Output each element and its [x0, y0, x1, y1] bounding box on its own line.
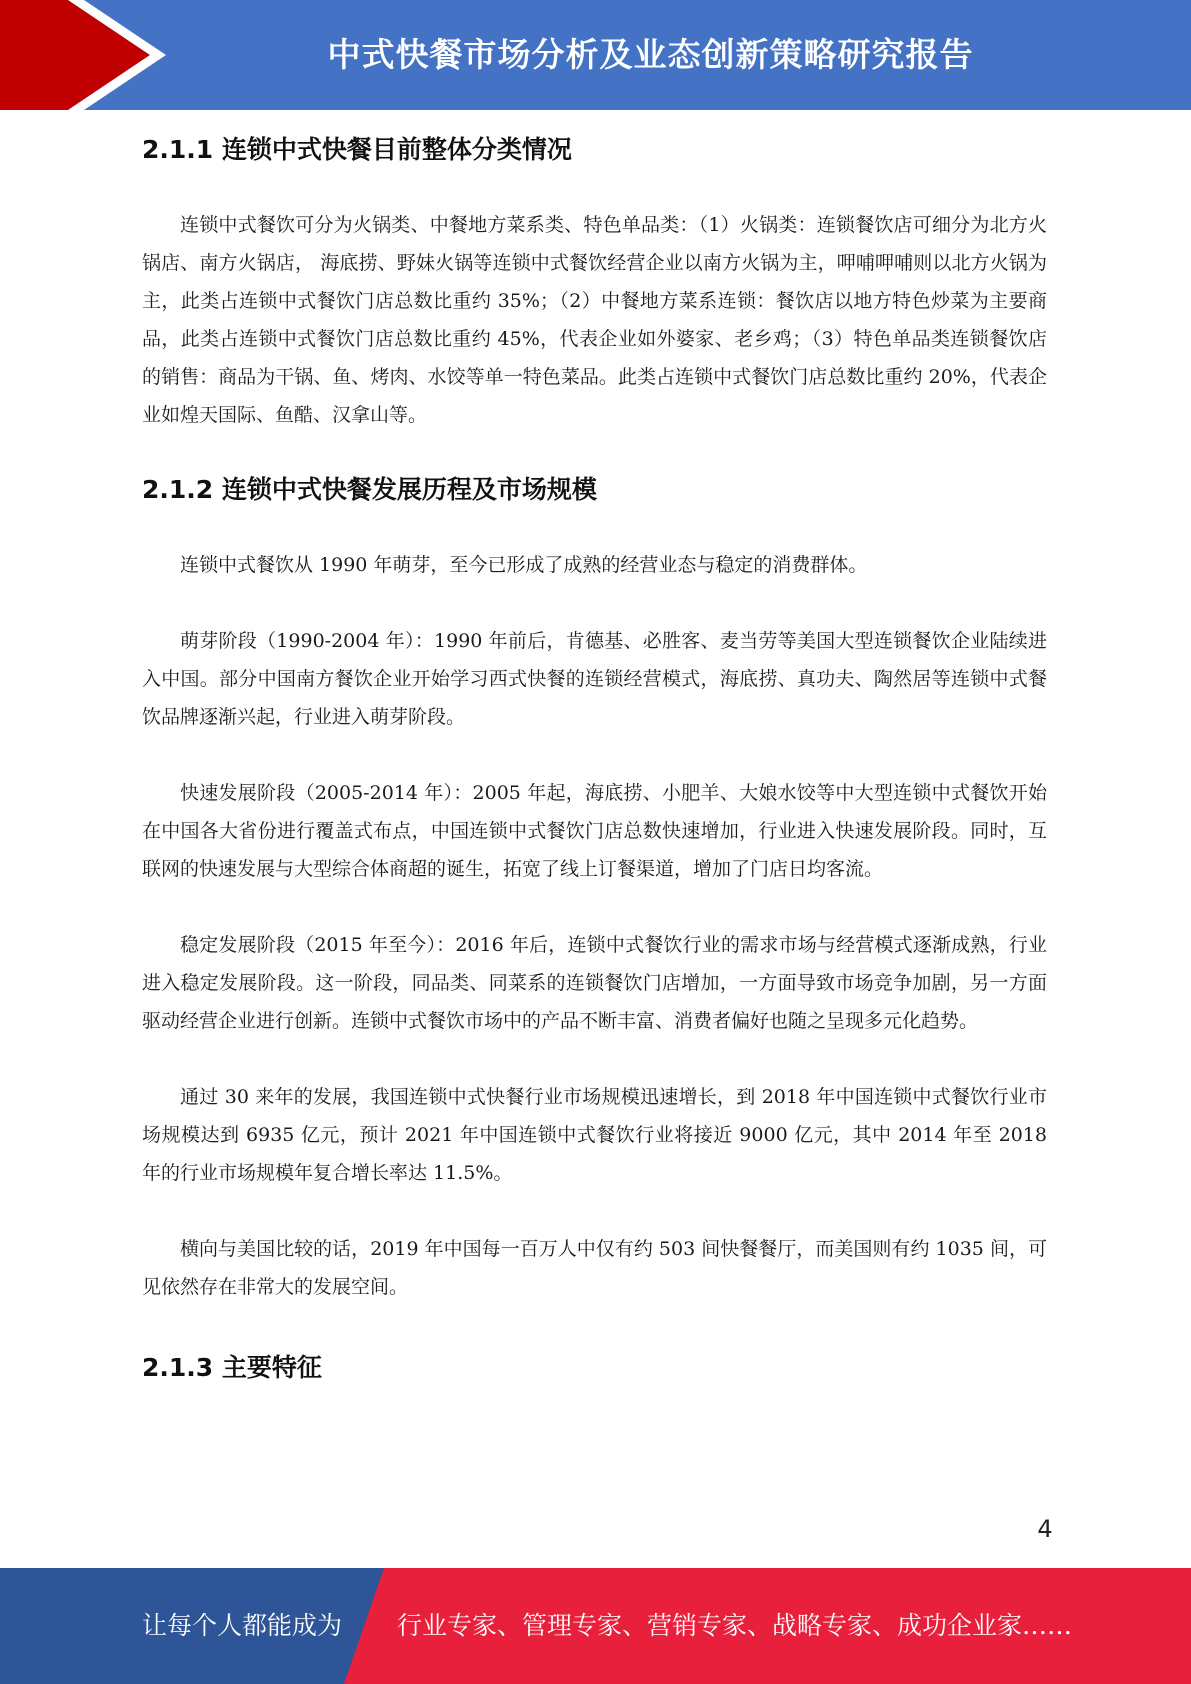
- page-footer-band: [0, 1568, 1191, 1684]
- body-paragraph: 连锁中式餐饮从 1990 年萌芽，至今已形成了成熟的经营业态与稳定的消费群体。: [180, 554, 868, 576]
- section-heading: 2.1.1 连锁中式快餐目前整体分类情况: [142, 135, 572, 164]
- footer-slogan-left: 让每个人都能成为: [142, 1611, 343, 1640]
- body-paragraph: 快速发展阶段（2005-2014 年）：2005 年起，海底捞、小肥羊、大娘水饺等中大型连锁中式餐饮开始在中国各大省份进行覆盖式布点，中国连锁中式餐饮门店总数快速增加，行业进入快速发展阶段。同时，互联网的快速发展与大型综合体商超的诞生，拓宽了线上订餐渠道，增加了门店日均客流。: [142, 782, 1047, 880]
- body-paragraph: 连锁中式餐饮可分为火锅类、中餐地方菜系类、特色单品类：（1）火锅类：连锁餐饮店可细分为北方火锅店、南方火锅店， 海底捞、野妹火锅等连锁中式餐饮经营企业以南方火锅为主，呷哺呷哺则以北方火锅为主，此类占连锁中式餐饮门店总数比重约 35%；（2）中餐地方菜系连锁：餐饮店以地方特色炒菜为主要商品，此类占连锁中式餐饮门店总数比重约 45%，代表企业如外婆家、老乡鸡；（3）特色单品类连锁餐饮店的销售：商品为干锅、鱼、烤肉、水饺等单一特色菜品。此类占连锁中式餐饮门店总数比重约 20%，代表企业如煌天国际、鱼酷、汉拿山等。: [142, 214, 1047, 426]
- body-paragraph: 通过 30 来年的发展，我国连锁中式快餐行业市场规模迅速增长，到 2018 年中国连锁中式餐饮行业市场规模达到 6935 亿元，预计 2021 年中国连锁中式餐饮行业将接近 9000 亿元，其中 2014 年至 2018 年的行业市场规模年复合增长率达 11.5%。: [142, 1086, 1047, 1184]
- page-header-band: [0, 0, 1191, 110]
- section-heading: 2.1.3 主要特征: [142, 1353, 322, 1382]
- report-title: 中式快餐市场分析及业态创新策略研究报告: [327, 35, 974, 74]
- page-number: 4: [1037, 1515, 1053, 1543]
- document-body: [142, 120, 1047, 1398]
- body-paragraph: 萌芽阶段（1990-2004 年）：1990 年前后，肯德基、必胜客、麦当劳等美国大型连锁餐饮企业陆续进入中国。部分中国南方餐饮企业开始学习西式快餐的连锁经营模式，海底捞、真功夫、陶然居等连锁中式餐饮品牌逐渐兴起，行业进入萌芽阶段。: [142, 630, 1047, 728]
- body-paragraph: 横向与美国比较的话，2019 年中国每一百万人中仅有约 503 间快餐餐厅，而美国则有约 1035 间，可见依然存在非常大的发展空间。: [142, 1238, 1047, 1298]
- section-heading: 2.1.2 连锁中式快餐发展历程及市场规模: [142, 475, 597, 504]
- footer-slogan-right: 行业专家、管理专家、营销专家、战略专家、成功企业家……: [397, 1611, 1073, 1640]
- body-paragraph: 稳定发展阶段（2015 年至今）：2016 年后，连锁中式餐饮行业的需求市场与经营模式逐渐成熟，行业进入稳定发展阶段。这一阶段，同品类、同菜系的连锁餐饮门店增加，一方面导致市场竞争加剧，另一方面驱动经营企业进行创新。连锁中式餐饮市场中的产品不断丰富、消费者偏好也随之呈现多元化趋势。: [142, 934, 1047, 1032]
